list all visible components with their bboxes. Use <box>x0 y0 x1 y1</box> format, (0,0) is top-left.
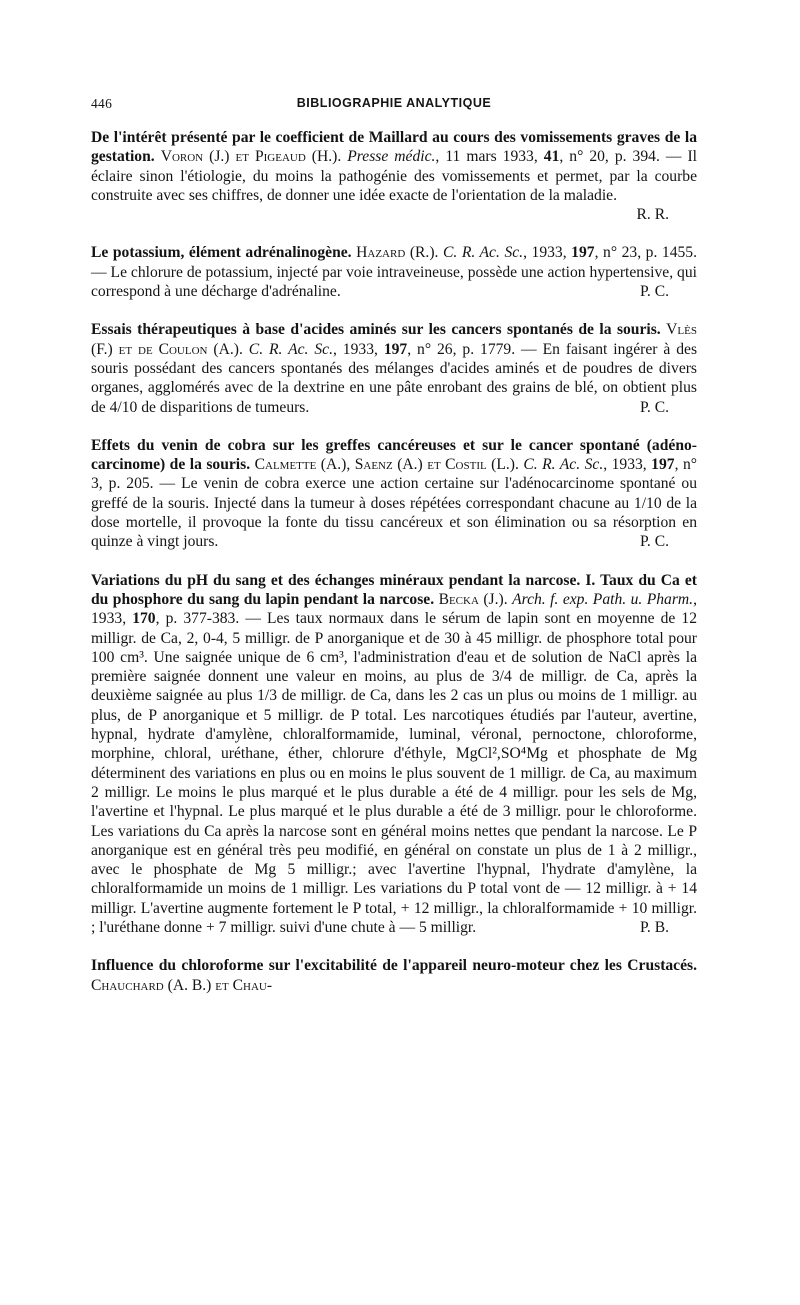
entry-signature: P. C. <box>639 283 669 301</box>
entry-journal: C. R. Ac. Sc. <box>248 340 333 358</box>
entry-date: , 1933, <box>332 340 384 358</box>
page-header <box>91 96 697 116</box>
entry-authors: Chauchard (A. B.) et Chau- <box>91 976 273 994</box>
entry-title: Variations du pH du sang et des échanges minéraux pendant la narcose. I. Taux du Ca et du phosphore du sang du lapin pendant la narcose. <box>91 571 697 608</box>
entry-volume: 197 <box>383 340 408 358</box>
bibliography-entry <box>91 956 697 995</box>
entry-body: — En faisant ingérer à des souris possédant des cancers spontanés des mélanges d'acides aminés et de poudres de divers organes, agglomérés avec de la dextrine en une pâte enrobant des grains de blé, on obtient plus de 4/10 de disparitions de tumeurs. <box>91 340 698 416</box>
entry-date: , 1933, <box>603 456 652 474</box>
entry-title: Le potassium, élément adrénalinogène. <box>91 244 352 262</box>
entry-journal: Presse médic. <box>347 148 436 166</box>
entry-authors: Hazard (R.). <box>356 244 439 262</box>
entry-issue-pages: , n° 20, p. 394. <box>559 148 660 166</box>
entry-authors: Vlès (F.) et de Coulon (A.). <box>91 321 697 358</box>
entry-issue-pages: , n° 23, p. 1455. <box>594 244 697 262</box>
entry-issue-pages: , p. 377-383. <box>155 610 240 628</box>
entry-title: Essais thérapeutiques à base d'acides aminés sur les cancers spontanés de la souris. <box>91 321 661 339</box>
entry-issue-pages: , n° 26, p. 1779. <box>407 340 516 358</box>
entry-volume: 197 <box>571 244 595 262</box>
entry-signature: P. C. <box>639 533 669 551</box>
entry-signature: P. B. <box>639 918 669 936</box>
entry-journal: C. R. Ac. Sc. <box>523 456 604 474</box>
entry-authors: Voron (J.) et Pigeaud (H.). <box>160 148 342 166</box>
entry-title: Effets du venin de cobra sur les greffes cancéreuses et sur le cancer spontané (adéno-carcinome) de la souris. <box>91 436 697 474</box>
entry-authors: Calmette (A.), Saenz (A.) et Costil (L.). <box>254 456 519 474</box>
entry-signature: P. C. <box>639 398 669 416</box>
entry-date: , 1933, <box>523 244 572 262</box>
entry-volume: 170 <box>132 610 156 628</box>
entry-date: , 11 mars 1933, <box>435 148 544 166</box>
page-number: 446 <box>91 96 113 111</box>
entry-body: — Il éclaire sinon l'étiologie, du moins la pathogénie des vomissements et permet, par la courbe construite avec ses chiffres, de donner une idée exacte de l'orientation de la maladie. <box>91 148 697 204</box>
entry-body: — Les taux normaux dans le sérum de lapin sont en moyenne de 12 milligr. de Ca, 2, 0-4, 5 milligr. de P anorganique et de 30 à 45 milligr. de phosphore total pour 100 cm³. Une saignée unique de 6 cm³, l'administration d'eau et de solution de NaCl après la première saignée donnent une valeur en moins, au plus de 3/4 de milligr. de Ca, après la deuxième saignée au plus 1/3 de milligr. de Ca, dans les 2 cas un plus ou moins de 1 milligr. au plus, de P anorganique et 5 milligr. de P total. Les narcotiques étudiés par l'auteur, avertine, hypnal, hydrate d'amylène, chloralformamide, luminal, véronal, pernoctone, chloroforme, morphine, chloral, uréthane, éther, chlorure d'éthyle, MgCl²,SO⁴Mg et phosphate de Mg déterminent des variations en plus ou en moins le plus souvent de 1 milligr. de Ca, au maximum 2 milligr. Le moins le plus marqué et le plus durable a été de 4 milligr. pour les sels de Mg, l'avertine et l'hypnal. Le plus marqué et le plus durable a été de 3 milligr. pour le chloroforme. Les variations du Ca après la narcose sont en général moins nettes que pendant la narcose. Le P anorganique est en général très peu modifié, en général on constate un plus de 1 à 2 milligr., avec le phosphate de Mg 5 milligr.; avec l'avertine l'hypnal, l'hydrate d'amylène, la chloralformamide un moins de 1 milligr. Les variations du P total vont de — 12 milligr. à + 14 milligr. L'avertine augmente fortement le P total, + 12 milligr., la chloralformamide + 10 milligr. ; l'uréthane donne + 7 milligr. suivi d'une chute à — 5 milligr. <box>91 610 698 936</box>
bibliography-entry <box>91 320 697 416</box>
bibliography-entry <box>91 436 697 552</box>
entry-volume: 197 <box>651 456 675 474</box>
entry-volume: 41 <box>543 148 560 166</box>
entry-journal: C. R. Ac. Sc. <box>442 244 524 262</box>
entry-journal: Arch. f. exp. Path. u. Pharm. <box>512 590 694 608</box>
entry-title: Influence du chloroforme sur l'excitabilité de l'appareil neuro-moteur chez les Crustacés. <box>91 957 697 975</box>
entry-title: De l'intérêt présenté par le coefficient de Maillard au cours des vomissements graves de la gestation. <box>91 129 697 166</box>
entry-authors: Becka (J.). <box>438 590 508 608</box>
page <box>91 96 697 1014</box>
entry-issue-pages: , n° 3, p. 205. <box>91 456 697 493</box>
entry-body: — Le chlorure de potassium, injecté par voie intraveineuse, possède une action hypertensive, qui correspond à une décharge d'adrénaline. <box>91 263 697 301</box>
entry-signature: R. R. <box>636 206 669 224</box>
bibliography-entry <box>91 243 697 301</box>
bibliography-entry <box>91 128 697 224</box>
entry-date: , 1933, <box>91 590 697 628</box>
bibliography-entry <box>91 571 697 938</box>
entry-body: — Le venin de cobra exerce une action certaine sur l'adénocarcinome spontané ou greffé de la souris. Injecté dans la tumeur à doses répétées correspondant chacune au 1/10 de la dose mortelle, il provoque la fonte du tissu cancéreux et son élimination ou sa résorption en quinze à vingt jours. <box>91 475 698 551</box>
running-title: BIBLIOGRAPHIE ANALYTIQUE <box>296 96 492 110</box>
